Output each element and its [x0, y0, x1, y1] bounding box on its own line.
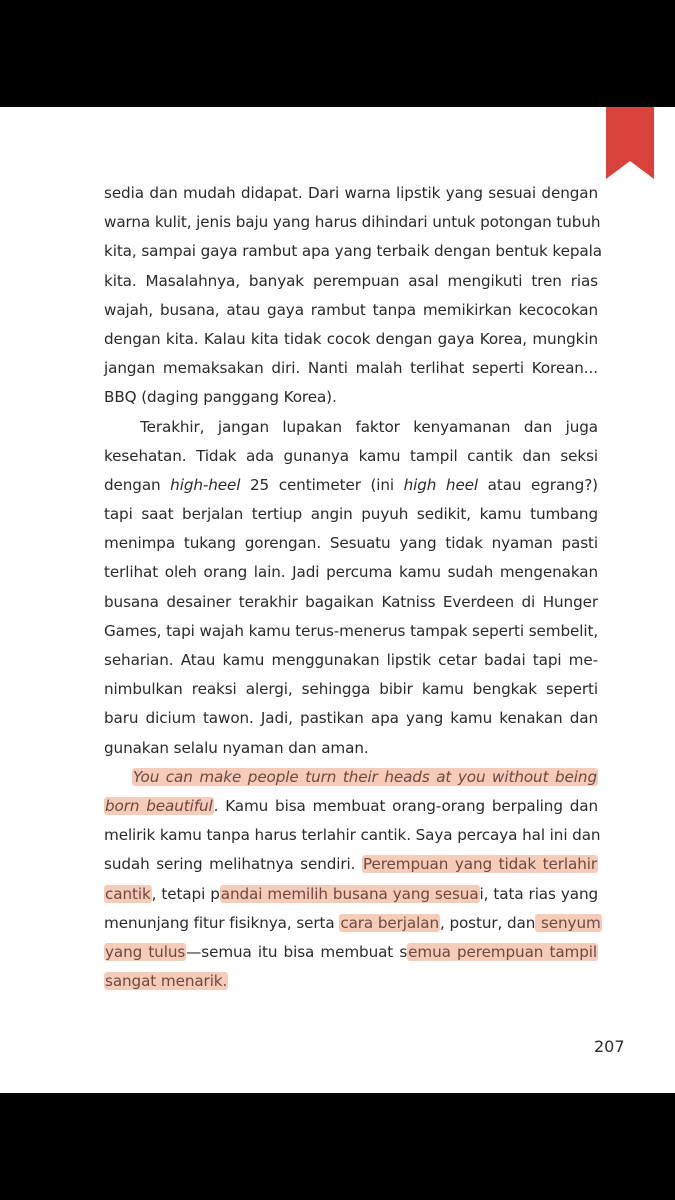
text-line: tapi saat berjalan tertiup angin puyuh sedikit, kamu tumbang [104, 505, 598, 524]
highlighted-quote[interactable]: You can make people turn their heads at you without being [133, 767, 597, 786]
italic-term: high-heel [170, 475, 241, 494]
highlighted-text[interactable]: emua perempuan tampil [408, 942, 597, 961]
paragraph-2 [104, 413, 598, 763]
highlighted-text[interactable]: yang tulus [105, 942, 186, 961]
text-line [104, 763, 598, 792]
text-line: warna kulit, jenis baju yang harus dihindari untuk potongan tubuh [104, 213, 601, 232]
text-run: —semua itu bisa membuat s [186, 942, 408, 961]
text-line: Terakhir, jangan lupakan faktor kenyamanan dan juga [140, 417, 598, 436]
text-line: nimbulkan reaksi alergi, sehingga bibir kamu bengkak seperti [104, 680, 598, 699]
text-line: kesehatan. Tidak ada gunanya kamu tampil cantik dan seksi [104, 446, 598, 465]
highlighted-text[interactable]: sangat menarik. [105, 972, 228, 991]
italic-term: high heel [403, 475, 479, 494]
book-page [0, 107, 675, 1093]
text-run: dengan [104, 475, 171, 494]
text-line: Games, tapi wajah kamu terus-menerus tampak seperti sembelit, [104, 621, 599, 640]
text-line: menimpa tukang gorengan. Sesuatu yang tidak nyaman pasti [104, 534, 598, 553]
text-run: sudah sering melihatnya sendiri. [104, 855, 362, 874]
highlighted-text[interactable]: Perempuan yang tidak terlahir [362, 855, 597, 874]
highlighted-quote[interactable]: born beautiful [105, 796, 213, 815]
text-line: kita. Masalahnya, banyak perempuan asal mengikuti tren rias [104, 271, 598, 290]
text-run: 25 centimeter (ini [240, 475, 404, 494]
text-line: busana desainer terakhir bagaikan Katniss Everdeen di Hunger [104, 592, 598, 611]
text-line: BBQ (daging panggang Korea). [104, 388, 337, 407]
text-line [104, 880, 598, 909]
text-line: seharian. Atau kamu menggunakan lipstik cetar badai tapi me- [104, 651, 598, 669]
text-run: i, tata rias yang [479, 884, 599, 903]
text-line [104, 909, 601, 938]
paragraph-1 [104, 179, 602, 413]
text-run: , tetapi p [151, 884, 220, 903]
highlighted-text[interactable]: senyum [536, 913, 601, 932]
highlighted-text[interactable]: andai memilih busana yang sesua [220, 884, 479, 903]
text-line [104, 850, 598, 879]
highlighted-text[interactable]: cantik [105, 884, 151, 903]
page-number: 207 [594, 1037, 625, 1056]
bookmark-icon[interactable] [606, 107, 654, 179]
text-run: , postur, dan [439, 913, 536, 932]
text-line [104, 471, 598, 500]
text-line [104, 967, 598, 996]
text-line: dengan kita. Kalau kita tidak cocok dengan gaya Korea, mungkin [104, 329, 598, 348]
text-line: kita, sampai gaya rambut apa yang terbaik dengan bentuk kepala [104, 242, 602, 261]
text-line: baru dicium tawon. Jadi, pastikan apa yang kamu kenakan dan [104, 709, 598, 728]
paragraph-3 [104, 763, 601, 997]
text-line: wajah, busana, atau gaya rambut tanpa memikirkan kecocokan [104, 300, 598, 319]
text-run: atau egrang?) [478, 475, 599, 494]
text-run: . Kamu bisa membuat orang-orang berpaling dan [213, 796, 598, 815]
page-body-text [104, 179, 602, 996]
highlighted-text[interactable]: cara berjalan [340, 913, 439, 932]
text-line: terlihat oleh orang lain. Jadi percuma kamu sudah mengenakan [104, 563, 598, 582]
text-line: jangan memaksakan diri. Nanti malah terlihat seperti Korean... [104, 359, 598, 378]
text-line [104, 938, 598, 967]
text-line: gunakan selalu nyaman dan aman. [104, 738, 369, 757]
text-line: melirik kamu tanpa harus terlahir cantik. Saya percaya hal ini dan [104, 826, 601, 845]
text-line [104, 792, 598, 821]
text-line: sedia dan mudah didapat. Dari warna lipstik yang sesuai dengan [104, 184, 598, 202]
text-run: menunjang fitur fisiknya, serta [104, 913, 340, 932]
